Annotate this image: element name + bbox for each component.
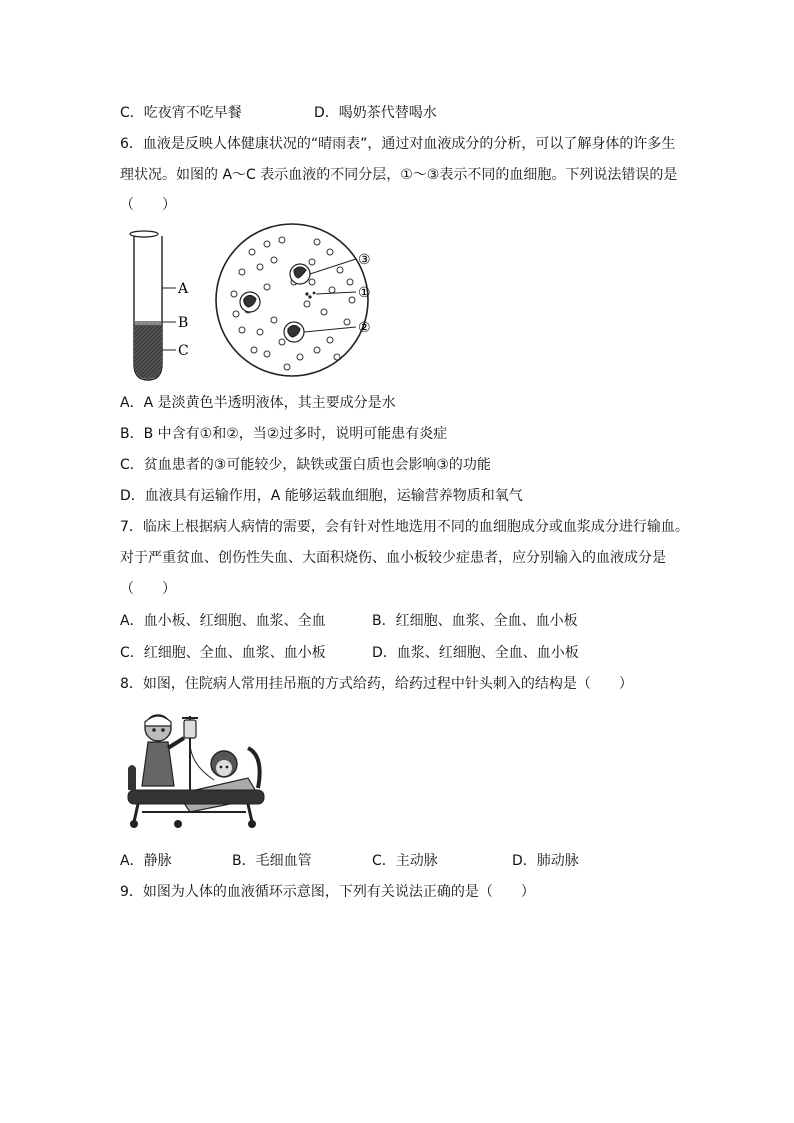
q7-option-a: A．血小板、红细胞、血浆、全血 xyxy=(120,613,326,629)
blood-smear-figure xyxy=(212,222,382,382)
q6-option-c: C．贫血患者的③可能较少，缺铁或蛋白质也会影响③的功能 xyxy=(120,457,491,473)
q8-option-d: D．肺动脉 xyxy=(512,853,579,869)
tube-label-a: A xyxy=(178,281,189,297)
cell-label-1: ① xyxy=(358,285,371,301)
q7-stem-line1: 7．临床上根据病人病情的需要，会有针对性地选用不同的血细胞成分或血浆成分进行输血。 xyxy=(120,519,689,535)
tube-label-c: C xyxy=(178,343,189,359)
cell-label-2: ② xyxy=(358,320,371,336)
q5-option-c: C．吃夜宵不吃早餐 xyxy=(120,105,242,121)
q6-option-d: D．血液具有运输作用，A 能够运载血细胞，运输营养物质和氧气 xyxy=(120,488,523,504)
q7-option-b: B．红细胞、血浆、全血、血小板 xyxy=(372,613,578,629)
q5-option-d: D．喝奶茶代替喝水 xyxy=(314,105,437,121)
q9-stem: 9．如图为人体的血液循环示意图，下列有关说法正确的是（ ） xyxy=(120,884,535,900)
q8-option-c: C．主动脉 xyxy=(372,853,438,869)
iv-drip-illustration xyxy=(118,708,274,834)
tube-label-b: B xyxy=(178,315,189,331)
q6-stem-line2: 理状况。如图的 A～C 表示血液的不同分层，①～③表示不同的血细胞。下列说法错误的是 xyxy=(120,167,678,183)
q7-stem-line2: 对于严重贫血、创伤性失血、大面积烧伤、血小板较少症患者，应分别输入的血液成分是 xyxy=(120,550,666,566)
cell-label-3: ③ xyxy=(358,252,371,268)
q8-option-a: A．静脉 xyxy=(120,853,172,869)
q6-answer-paren: （ ） xyxy=(120,197,176,213)
q7-option-d: D．血浆、红细胞、全血、血小板 xyxy=(372,645,579,661)
test-tube-figure xyxy=(118,222,208,387)
q8-stem: 8．如图，住院病人常用挂吊瓶的方式给药，给药过程中针头刺入的结构是（ ） xyxy=(120,676,633,692)
q6-option-a: A．A 是淡黄色半透明液体，其主要成分是水 xyxy=(120,395,396,411)
q7-option-c: C．红细胞、全血、血浆、血小板 xyxy=(120,645,326,661)
q6-option-b: B．B 中含有①和②，当②过多时，说明可能患有炎症 xyxy=(120,426,448,442)
q7-answer-paren: （ ） xyxy=(120,581,176,597)
q8-option-b: B．毛细血管 xyxy=(232,853,312,869)
q6-stem-line1: 6．血液是反映人体健康状况的“晴雨表”，通过对血液成分的分析，可以了解身体的许多生 xyxy=(120,136,676,152)
